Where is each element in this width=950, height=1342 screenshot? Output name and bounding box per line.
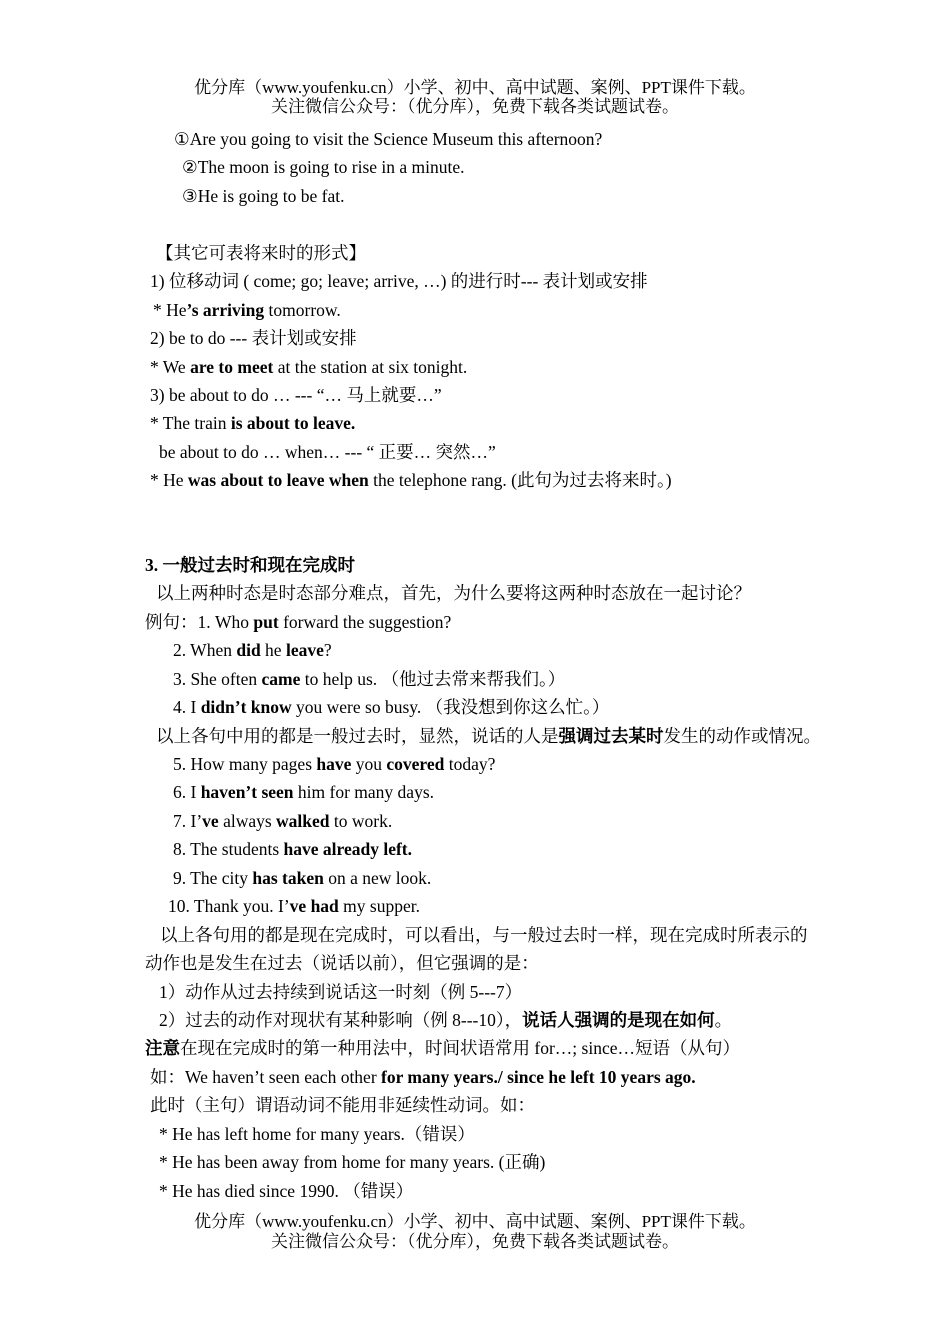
example-line: * He has died since 1990. （错误）	[159, 1181, 414, 1201]
example-line: 3. She often came to help us. （他过去常来帮我们。）	[173, 669, 566, 689]
example-line: 7. I’ve always walked to work.	[173, 811, 393, 831]
example-line: * He was about to leave when the telephone rang. (此句为过去将来时。)	[150, 470, 672, 490]
example-line: 如：We haven’t seen each other for many years./ since he left 10 years ago.	[150, 1067, 696, 1087]
page-footer-line1: 优分库（www.youfenku.cn）小学、初中、高中试题、案例、PPT课件下载。	[194, 1212, 756, 1231]
example-line: 4. I didn’t know you were so busy. （我没想到你这么忙。）	[173, 697, 610, 717]
example-line: * He has been away from home for many years. (正确)	[159, 1152, 546, 1172]
example-line: 6. I haven’t seen him for many days.	[173, 782, 435, 802]
point-line: 1）动作从过去持续到说话这一时刻（例 5---7）	[159, 982, 523, 1002]
example-line: 5. How many pages have you covered today?	[173, 754, 496, 774]
rule-line: 1) 位移动词 ( come; go; leave; arrive, …) 的进行时--- 表计划或安排	[150, 271, 648, 291]
page-header-line2: 关注微信公众号：（优分库），免费下载各类试题试卷。	[271, 97, 679, 116]
rule-line: 2) be to do --- 表计划或安排	[150, 328, 357, 348]
example-line: 8. The students have already left.	[173, 839, 412, 859]
example-line: 9. The city has taken on a new look.	[173, 868, 432, 888]
paragraph: 此时（主句）谓语动词不能用非延续性动词。如：	[150, 1095, 535, 1115]
paragraph: 动作也是发生在过去（说话以前），但它强调的是：	[145, 953, 539, 973]
rule-line: be about to do … when… --- “ 正要… 突然…”	[159, 442, 496, 462]
example-line: ①Are you going to visit the Science Museum this afternoon?	[174, 129, 603, 149]
example-line: ②The moon is going to rise in a minute.	[182, 157, 465, 177]
page-header-line1: 优分库（www.youfenku.cn）小学、初中、高中试题、案例、PPT课件下载。	[194, 78, 756, 97]
point-line: 2）过去的动作对现状有某种影响（例 8---10），说话人强调的是现在如何。	[159, 1010, 733, 1030]
paragraph: 以上各句中用的都是一般过去时，显然，说话的人是强调过去某时发生的动作或情况。	[156, 726, 821, 746]
example-line: * He’s arriving tomorrow.	[153, 300, 341, 320]
example-line: ③He is going to be fat.	[182, 186, 345, 206]
rule-line: 3) be about to do … --- “… 马上就要…”	[150, 385, 442, 405]
example-line: 例句：1. Who put forward the suggestion?	[145, 612, 452, 632]
example-line: 2. When did he leave?	[173, 640, 332, 660]
page-footer-line2: 关注微信公众号：（优分库），免费下载各类试题试卷。	[271, 1232, 679, 1251]
paragraph: 以上各句用的都是现在完成时，可以看出，与一般过去时一样，现在完成时所表示的	[160, 925, 808, 945]
example-line: * We are to meet at the station at six tonight.	[150, 357, 468, 377]
example-line: * The train is about to leave.	[150, 413, 356, 433]
note-line: 注意在现在完成时的第一种用法中，时间状语常用 for…; since…短语（从句）	[145, 1038, 740, 1058]
paragraph: 以上两种时态是时态部分难点，首先，为什么要将这两种时态放在一起讨论？	[156, 583, 751, 603]
section-title: 3. 一般过去时和现在完成时	[145, 555, 355, 575]
section-heading: 【其它可表将来时的形式】	[156, 243, 366, 263]
example-line: * He has left home for many years.（错误）	[159, 1124, 475, 1144]
example-line: 10. Thank you. I’ve had my supper.	[168, 896, 420, 916]
